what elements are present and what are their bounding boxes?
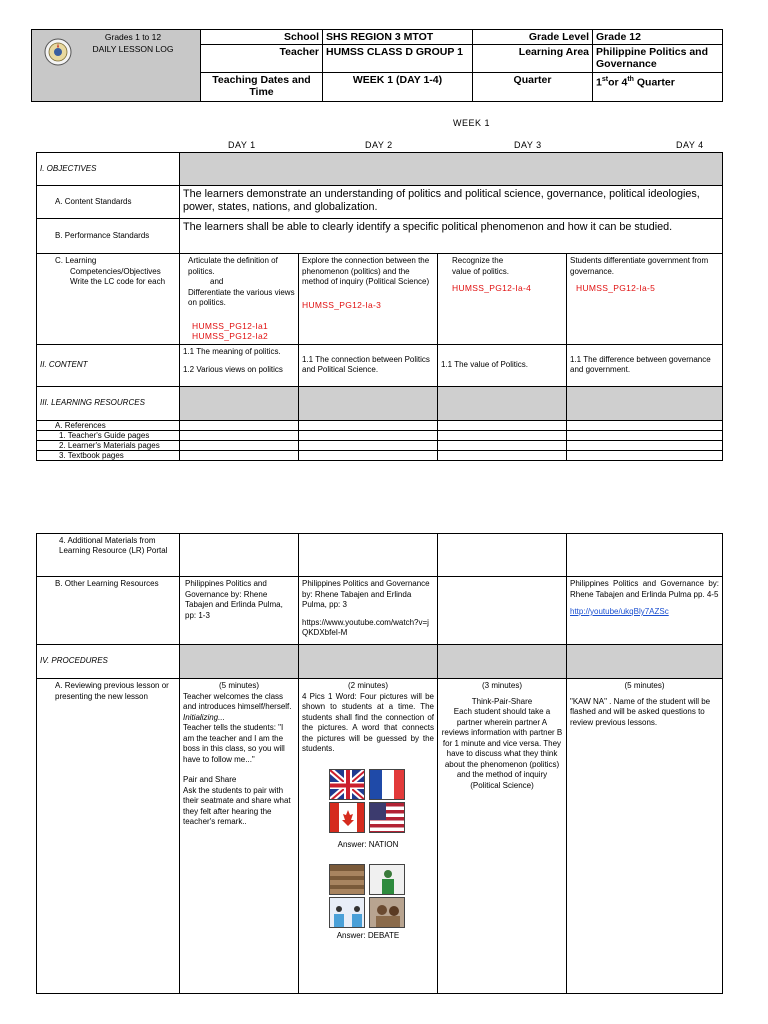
- content-standards-label: A. Content Standards: [37, 186, 180, 219]
- dates-label: Teaching Dates and Time: [201, 73, 323, 102]
- grade-level-label: Grade Level: [473, 30, 593, 45]
- day2-other-resource: Philippines Politics and Governance by: Rhene Tabajen and Erlinda Pulma, pp: 3 https://www.youtube.com/watch?v=jQKDXbfeI-M: [299, 577, 438, 645]
- lesson-log-header: [31, 29, 723, 102]
- content-standards-text: The learners demonstrate an understanding of politics and political science, governance, political ideologies, power, states, nations, and globalization.: [180, 186, 723, 219]
- uk-flag-icon: [329, 769, 365, 800]
- school-label: School: [201, 30, 323, 45]
- france-flag-icon: [369, 769, 405, 800]
- learning-area-value: Philippine Politics and Governance: [593, 45, 723, 73]
- discussion-photo-icon: [369, 897, 405, 928]
- performance-standards-text: The learners shall be able to clearly identify a specific political phenomenon and how it can be studied.: [180, 219, 723, 254]
- day2-objective: Explore the connection between the phenomenon (politics) and the method of inquiry (Political Science) HUMSS_PG12-Ia-3: [299, 254, 438, 345]
- day-4-heading: DAY 4: [676, 140, 704, 150]
- day-2-heading: DAY 2: [365, 140, 393, 150]
- competencies-label-cell: [37, 254, 180, 345]
- day1-code-1: HUMSS_PG12-Ia1: [192, 320, 269, 331]
- parliament-photo-icon: [329, 864, 365, 895]
- day4-code: HUMSS_PG12-Ia-5: [576, 283, 656, 293]
- day-3-heading: DAY 3: [514, 140, 542, 150]
- performance-standards-label: B. Performance Standards: [37, 219, 180, 254]
- procedures-title: IV. PROCEDURES: [37, 645, 180, 679]
- debaters-photo-icon: [329, 897, 365, 928]
- header-logo-cell: [32, 30, 201, 102]
- quarter-label: Quarter: [473, 73, 593, 102]
- day1-code-2: HUMSS_PG12-Ia2: [192, 331, 269, 341]
- day1-procedure: (5 minutes) Teacher welcomes the class and introduces himself/herself. Initializing... Teacher tells the students: "I am the teacher and I am the boss in this class, so you will have to follow me..." Pair and Share Ask the students to pair with their seatmate and share what they felt after hearing the teacher's remark..: [180, 679, 299, 994]
- day4-content: 1.1 The difference between governance and government.: [567, 344, 723, 386]
- teacher-value: HUMSS CLASS D GROUP 1: [323, 45, 473, 73]
- week-label: WEEK 1: [453, 118, 491, 128]
- day3-content: 1.1 The value of Politics.: [438, 344, 567, 386]
- day1-content: 1.1 The meaning of politics. 1.2 Various views on politics: [180, 344, 299, 386]
- learning-area-label: Learning Area: [473, 45, 593, 73]
- day2-procedure: (2 minutes) 4 Pics 1 Word: Four pictures will be shown to students at a time. The students shall find the connection of the pictures. A word that connects the pictures will be guessed by the students. Answer: NATION Answer: DEBATE: [299, 679, 438, 994]
- dates-value: WEEK 1 (DAY 1-4): [323, 73, 473, 102]
- day4-procedure: (5 minutes) "KAW NA" . Name of the student will be flashed and will be asked questions to review previous lessons.: [567, 679, 723, 994]
- usa-flag-icon: [369, 802, 405, 833]
- content-title: II. CONTENT: [37, 344, 180, 386]
- header-log-title: DAILY LESSON LOG: [92, 44, 174, 54]
- day-1-heading: DAY 1: [228, 140, 256, 150]
- header-grades: Grades 1 to 12: [104, 32, 162, 42]
- learners-materials-label: 2. Learner's Materials pages: [37, 440, 180, 450]
- grade-level-value: Grade 12: [593, 30, 723, 45]
- day1-other-resource: Philippines Politics and Governance by: Rhene Tabajen and Erlinda Pulma, pp: 1-3: [180, 577, 299, 645]
- additional-materials-label: 4. Additional Materials from Learning Resource (LR) Portal: [37, 534, 180, 577]
- resources-title: III. LEARNING RESOURCES: [37, 386, 180, 420]
- review-lesson-label: A. Reviewing previous lesson or presenting the new lesson: [37, 679, 180, 994]
- textbook-label: 3. Textbook pages: [37, 450, 180, 460]
- day1-objective: Articulate the definition of politics. and Differentiate the various views on politics. HUMSS_PG12-Ia1 HUMSS_PG12-Ia2: [180, 254, 299, 345]
- day2-youtube-link[interactable]: https://www.youtube.com/watch?v=jQKDXbfeI-M: [302, 617, 429, 637]
- day2-code: HUMSS_PG12-Ia-3: [302, 299, 382, 310]
- other-resources-label: B. Other Learning Resources: [37, 577, 180, 645]
- day2-content: 1.1 The connection between Politics and Political Science.: [299, 344, 438, 386]
- objectives-gray-band: [180, 153, 723, 186]
- teacher-label: Teacher: [201, 45, 323, 73]
- references-label: A. References: [37, 420, 180, 430]
- lesson-table-top: [36, 152, 723, 461]
- day4-youtube-link[interactable]: http://youtube/ukqBly7AZSc: [570, 607, 669, 616]
- answer-nation: Answer: NATION: [337, 839, 399, 849]
- day3-objective: Recognize the value of politics. HUMSS_PG12-Ia-4: [438, 254, 567, 345]
- day4-other-resource: Philippines Politics and Governance by: Rhene Tabajen and Erlinda Pulma pp. 4-5 http://youtube/ukqBly7AZSc: [567, 577, 723, 645]
- podium-photo-icon: [369, 864, 405, 895]
- day3-procedure: (3 minutes) Think-Pair-Share Each student should take a partner wherein partner A reviews information with partner B for 1 minute and vice versa. They have to discuss what they think about the phenomenon (politics) and the method of inquiry (Political Science): [438, 679, 567, 994]
- day3-code: HUMSS_PG12-Ia-4: [452, 283, 532, 293]
- competencies-sub2: Write the LC code for each: [70, 277, 166, 286]
- school-value: SHS REGION 3 MTOT: [323, 30, 473, 45]
- objectives-title: I. OBJECTIVES: [37, 153, 180, 186]
- competencies-sub1: Competencies/Objectives: [70, 266, 161, 276]
- debate-pics-grid: [329, 864, 407, 928]
- nation-pics-grid: [329, 769, 407, 833]
- day4-objective: Students differentiate government from governance. HUMSS_PG12-Ia-5: [567, 254, 723, 345]
- answer-debate: Answer: DEBATE: [336, 931, 400, 940]
- teachers-guide-label: 1. Teacher's Guide pages: [37, 430, 180, 440]
- quarter-value: 1stor 4th Quarter: [593, 73, 723, 102]
- lesson-table-bottom: [36, 533, 723, 994]
- canada-flag-icon: [329, 802, 365, 833]
- competencies-label: C. Learning: [55, 256, 97, 265]
- deped-seal-icon: [44, 38, 72, 66]
